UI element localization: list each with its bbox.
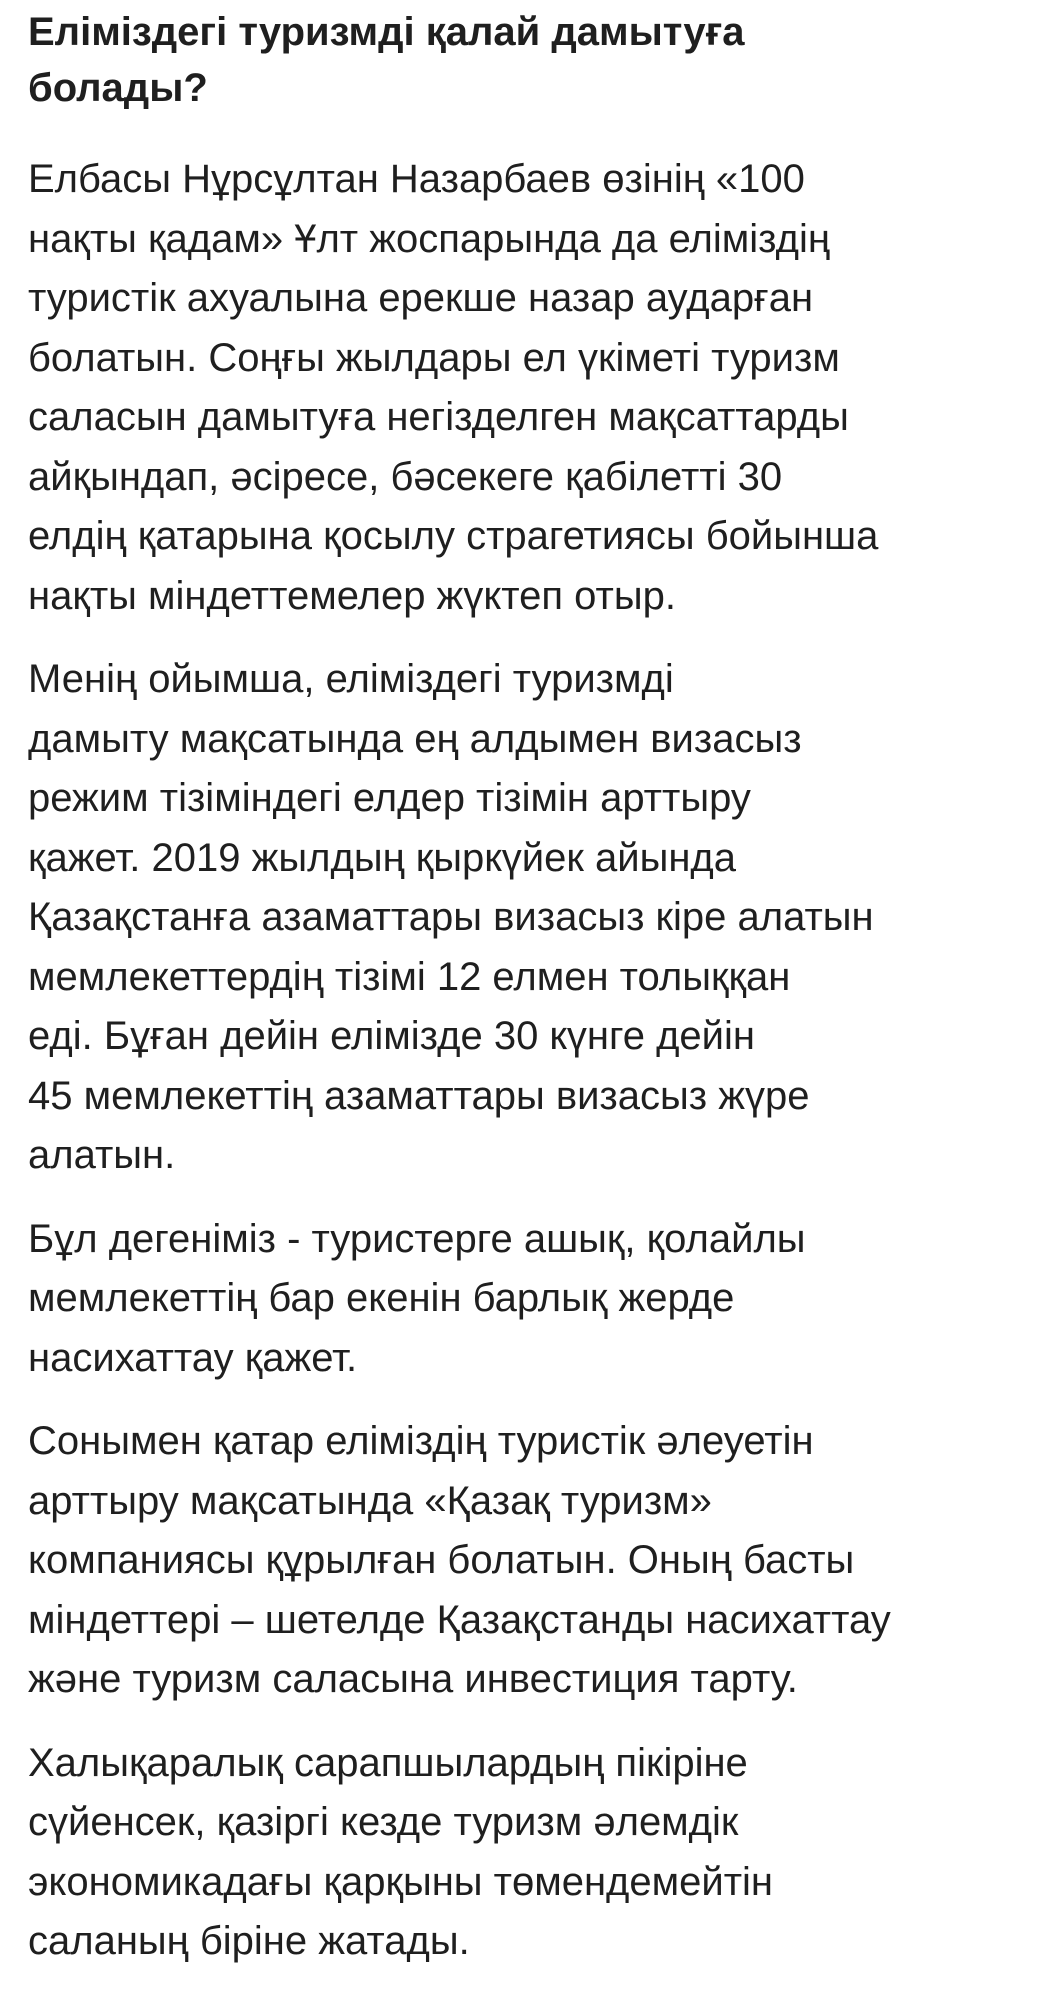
text-line: Менің ойымша, еліміздегі туризмді (28, 657, 674, 701)
text-line: экономикадағы қарқыны төмендемейтін (28, 1859, 774, 1904)
text-line: нақты қадам» Ұлт жоспарында да еліміздің (28, 216, 830, 261)
text-line: айқындап, әсіресе, бәсекеге қабілетті 30 (28, 454, 783, 499)
text-line: арттыру мақсатында «Қазақ туризм» (28, 1478, 712, 1523)
text-line: Қазақстанға азаматтары визасыз кіре алатын (28, 895, 874, 939)
text-line: еді. Бұған дейін елімізде 30 күнге дейін (28, 1014, 755, 1058)
paragraph-3 (28, 1210, 1024, 1389)
paragraph-2 (28, 650, 1024, 1186)
text-line: нақты міндеттемелер жүктеп отыр. (28, 573, 676, 618)
text-line: міндеттері – шетелде Қазақстанды насихаттау (28, 1597, 891, 1642)
text-line: компаниясы құрылған болатын. Оның басты (28, 1538, 855, 1582)
text-line: қажет. 2019 жылдың қыркүйек айында (28, 835, 736, 880)
text-line: саланың біріне жатады. (28, 1919, 470, 1963)
paragraph-5 (28, 1734, 1024, 1972)
title-line: Еліміздегі туризмді қалай дамытуға (28, 10, 745, 54)
text-line: елдің қатарына қосылу страгетиясы бойынша (28, 514, 879, 558)
text-line: режим тізіміндегі елдер тізімін арттыру (28, 776, 751, 820)
article-title (28, 4, 1024, 116)
text-line: Елбасы Нұрсұлтан Назарбаев өзінің «100 (28, 157, 805, 201)
text-line: дамыту мақсатында ең алдымен визасыз (28, 716, 802, 761)
text-line: саласын дамытуға негізделген мақсаттарды (28, 395, 849, 439)
text-line: сүйенсек, қазіргі кезде туризм әлемдік (28, 1800, 739, 1844)
text-line: Халықаралық сарапшылардың пікіріне (28, 1740, 748, 1785)
text-line: мемлекеттердің тізімі 12 елмен толыққан (28, 954, 791, 999)
paragraph-4 (28, 1412, 1024, 1710)
text-line: туристік ахуалына ерекше назар аударған (28, 276, 814, 320)
text-line: Сонымен қатар еліміздің туристік әлеуетін (28, 1419, 814, 1463)
title-line: болады? (28, 66, 208, 110)
text-line: Бұл дегеніміз - туристерге ашық, қолайлы (28, 1216, 806, 1261)
text-line: мемлекеттің бар екенін барлық жерде (28, 1276, 735, 1320)
text-line: 45 мемлекеттің азаматтары визасыз жүре (28, 1073, 810, 1118)
text-line: болатын. Соңғы жылдары ел үкіметі туризм (28, 335, 840, 380)
paragraph-1 (28, 150, 1024, 626)
text-line: және туризм саласына инвестиция тарту. (28, 1657, 798, 1701)
text-line: насихаттау қажет. (28, 1335, 358, 1380)
text-line: алатын. (28, 1133, 176, 1177)
